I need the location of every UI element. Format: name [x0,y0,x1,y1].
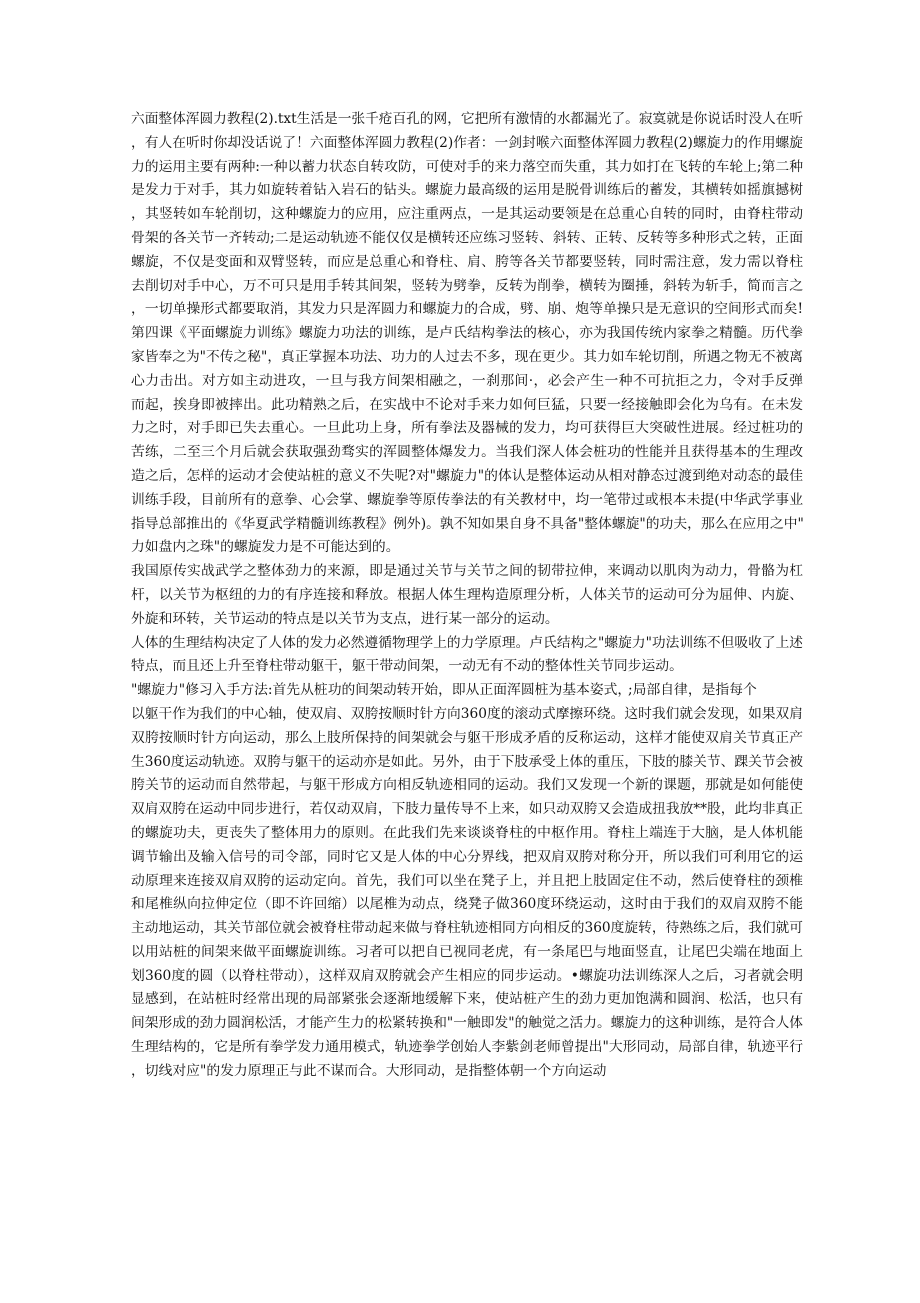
text-line: 家皆奉之为"不传之秘"，真正掌握本功法、功力的人过去不多，现在更少。其力如车轮切削，所遇之物无不被离 [131,348,803,365]
text-line: 生360度运动轨迹。双胯与躯干的运动亦是如此。另外，由于下肢承受上体的重压，下肢的膝关节、踝关节会被 [131,753,803,770]
text-line: 训练手段，目前所有的意拳、心会掌、螺旋拳等原传拳法的有关教材中，均一笔带过或根本未提(中华武学事业 [131,491,803,508]
text-line-with-tail [131,679,803,703]
text-line: 的螺旋功夫，更丧失了整体用力的原则。在此我们先来谈谈脊柱的中枢作用。脊柱上端连于大脑，是人体机能 [131,824,803,841]
text-line-tail: ;局部自律，是指每个 [628,682,757,699]
text-line: 生理结构的，它是所有拳学发力通用模式，轨迹拳学创始人李紫剑老师曾提出"大形同动，局部自律，轨迹平行 [131,1039,803,1056]
text-line: 特点，而且还上升至脊柱带动躯干，躯干带动间架，一动无有不动的整体性关节同步运动。 [131,658,683,675]
text-line: 显感到，在站桩时经常出现的局部紧张会逐渐地缓解下来，使站桩产生的劲力更加饱满和圆润、松活，也只有 [131,991,803,1008]
text-line: 以用站桩的间架来做平面螺旋训练。习者可以把自已视同老虎，有一条尾巴与地面竖直，让尾巴尖端在地面上 [131,943,803,960]
text-line: 力之时，对手即已失去重心。一旦此功上身，所有拳法及器械的发力，均可获得巨大突破性进展。经过桩功的 [131,420,803,437]
text-line: 我国原传实战武学之整体劲力的来源，即是通过关节与关节之间的韧带拉伸，来调动以肌肉为动力，骨骼为杠 [131,563,803,580]
text-line: 动原理来连接双肩双胯的运动定向。首先，我们可以坐在凳子上，并且把上肢固定住不动，然后使脊柱的颈椎 [131,872,803,889]
text-line: 六面整体浑圆力教程(2).txt生活是一张千疮百孔的网，它把所有激情的水都漏光了。寂寞就是你说话时没人在听 [131,111,804,127]
text-line: 调节输出及输入信号的司令部，同时它又是人体的中心分界线，把双肩双胯对称分开，所以我们可利用它的运 [131,848,803,865]
text-line: 骨架的各关节一齐转动;二是运动轨迹不能仅仅是横转还应练习竖转、斜转、正转、反转等多种形式之转，正面 [131,229,803,246]
text-line-head: "螺旋力"修习入手方法:首先从桩功的间架动转开始，即从正面浑圆桩为基本姿式， [131,682,632,699]
text-line: 胯关节的运动而自然带起，与躯干形成方向相反轨迹相同的运动。我们又发现一个新的课题，那就是如何能使 [131,777,803,794]
text-line: 第四课《平面螺旋力训练》螺旋力功法的训练，是卢氏结构拳法的核心，亦为我国传统内家拳之精髓。历代拳 [131,325,803,342]
text-line: 指导总部推出的《华夏武学精髓训练教程》例外)。孰不知如果自身不具备"整体螺旋"的功夫，那么在应用之中" [131,515,804,532]
text-line: 双胯按顺时针方向运动，那么上肢所保持的间架就会与躯干形成矛盾的反称运动，这样才能使双肩关节真正产 [131,729,803,746]
text-line: 划360度的圆（以脊柱带动），这样双肩双胯就会产生相应的同步运动。•螺旋功法训练深人之后，习者就会明 [131,967,803,984]
text-line: 外旋和环转，关节运动的特点是以关节为支点，进行某一部分的运动。 [131,610,559,627]
text-line: 力的运用主要有两种:一种以蓄力状态自转攻防，可使对手的来力落空而失重，其力如打在飞转的车轮上;第二种 [131,158,803,175]
text-line: 是发力于对手，其力如旋转着钻入岩石的钻头。螺旋力最高级的运用是脱骨训练后的蓄发，其横转如摇旗撼树 [131,182,803,199]
text-line: 去削切对手中心，万不可只是用手转其间架，竖转为劈拳，反转为削拳，横转为圈捶，斜转为斩手，简而言之 [131,277,803,294]
text-line: 螺旋，不仅是变面和双臂竖转，而应是总重心和脊柱、肩、胯等各关节都要竖转，同时需注意，发力需以脊柱 [131,253,803,270]
text-line: 苦练，二至三个月后就会获取强劲骛实的浑圆整体爆发力。当我们深人体会桩功的性能并且获得基本的生理改 [131,444,803,461]
text-line: 力如盘内之珠"的螺旋发力是不可能达到的。 [131,539,400,556]
text-line: 双肩双胯在运动中同步进行，若仅动双肩，下肢力量传导不上来，如只动双胯又会造成扭我放**股，此均非真正 [131,801,803,818]
text-line: 以躯干作为我们的中心轴，使双肩、双胯按顺时针方向360度的滚动式摩擦环绕。这时我们就会发现，如果双肩 [131,705,803,722]
text-line: ，有人在听时你却没话说了！六面整体浑圆力教程(2)作者：一剑封喉六面整体浑圆力教程(2)螺旋力的作用螺旋 [131,134,803,151]
text-line: 造之后，怎样的运动才会使站桩的意义不失呢?对"螺旋力"的体认是整体运动从相对静态过渡到绝对动态的最佳 [131,467,803,484]
text-line: ，一切单操形式都要取消，其发力只是浑圆力和螺旋力的合成，劈、崩、炮等单操只是无意识的空间形式而矣! [131,301,803,318]
text-line: 杆，以关节为枢纽的力的有序连接和释放。根据人体生理构造原理分析，人体关节的运动可分为屈伸、内旋、 [131,586,803,603]
text-line: ，切线对应"的发力原理正与此不谋而合。大形同动，是指整体朝一个方向运动 [131,1062,607,1079]
text-line: 和尾椎纵向拉伸定位（即不许回缩）以尾椎为动点，绕凳子做360度环绕运动，这时由于我们的双肩双胯不能 [131,896,803,913]
text-line: ，其竖转如车轮削切，这种螺旋力的应用，应注重两点，一是其运动要领是在总重心自转的同时，由脊柱带动 [131,206,803,223]
text-line: 主动地运动，其关节部位就会被脊柱带动起来做与脊柱轨迹相同方向相反的360度旋转，待熟练之后，我们就可 [131,920,803,937]
text-line: 人体的生理结构决定了人体的发力必然遵循物理学上的力学原理。卢氏结构之"螺旋力"功法训练不但吸收了上述 [131,634,803,651]
text-line: 心力击出。对方如主动进攻，一旦与我方间架相融之，一刹那间·，必会产生一种不可抗拒之力，令对手反弹 [131,372,803,389]
document-body [131,108,803,1084]
text-line: 而起，挨身即被摔出。此功精熟之后，在实战中不论对手来力如何巨猛，只要一经接触即会化为乌有。在未发 [131,396,803,413]
text-line: 间架形成的劲力圆润松活，才能产生力的松紧转换和"一触即发"的触觉之活力。螺旋力的这种训练，是符合人体 [131,1015,803,1032]
